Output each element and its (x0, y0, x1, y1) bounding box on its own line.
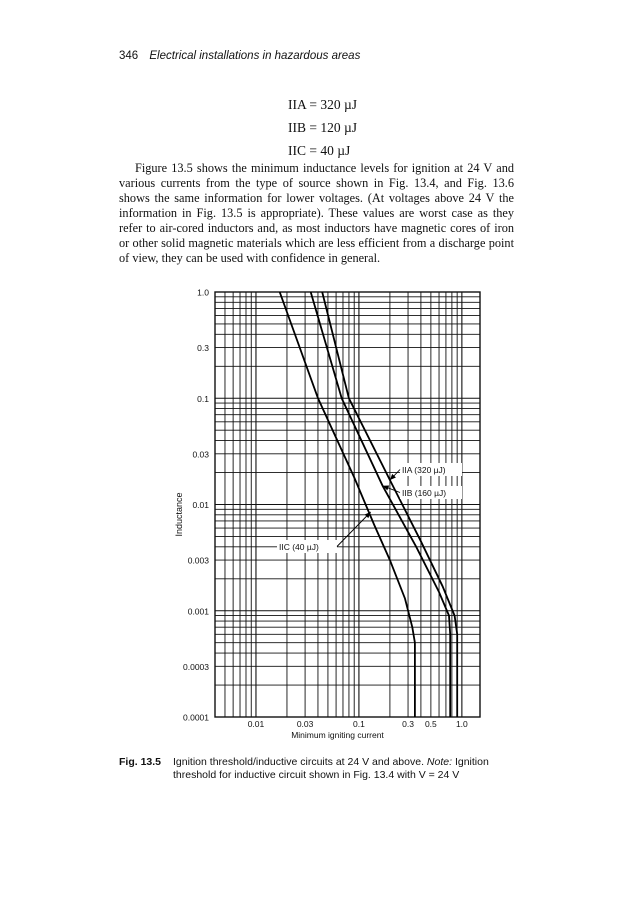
annotation-iic-label: IIC (40 µJ) (279, 542, 319, 552)
annotation-iia-label: IIA (320 µJ) (402, 465, 446, 475)
y-tick-label: 1.0 (197, 287, 209, 298)
y-tick-label: 0.01 (192, 500, 209, 510)
x-tick-label: 0.3 (402, 719, 414, 729)
y-tick-label: 0.1 (197, 393, 209, 404)
ignition-chart (160, 282, 505, 748)
figure-caption: Fig. 13.5 Ignition threshold/inductive circuits at 24 V and above. Note: Ignition threshold for inductive circuit shown in Fig. 13.4 with V = 24 V (119, 756, 489, 781)
y-tick-label: 0.3 (197, 343, 209, 354)
x-tick-label: 0.5 (424, 719, 437, 729)
annotation-iib-label: IIB (160 µJ) (402, 488, 447, 498)
x-tick-label: 0.01 (247, 719, 265, 729)
x-tick-label: 1.0 (455, 719, 468, 729)
caption-label: Fig. 13.5 (119, 756, 162, 768)
equation-iic: IIC = 40 µJ (288, 143, 351, 158)
y-tick-label: 0.0003 (183, 661, 209, 672)
body-paragraph: Figure 13.5 shows the minimum inductance levels for ignition at 24 V and various currents from the type of source shown in Fig. 13.4, and Fig. 13.6 shows the same information for lower voltages. (At voltages above 24 V the information in Fig. 13.5 is appropriate). These values are worst case as they refer to air-cored inductors and, as most inductors have magnetic cores of iron or other solid magnetic materials which are less efficient from a discharge point of view, they can be used with confidence in general. (119, 161, 514, 265)
y-tick-label: 0.03 (192, 449, 209, 460)
y-tick-label: 0.003 (187, 555, 209, 566)
y-axis-label: Inductance (174, 492, 184, 537)
page-header (119, 50, 360, 62)
equation-iia: IIA = 320 µJ (288, 97, 358, 112)
running-title: Electrical installations in hazardous areas (149, 50, 361, 62)
x-tick-label: 0.03 (296, 719, 314, 729)
equation-iib: IIB = 120 µJ (288, 120, 358, 135)
x-tick-label: 0.1 (353, 719, 365, 729)
x-axis-label: Minimum igniting current (291, 730, 384, 740)
y-tick-label: 0.001 (187, 606, 209, 617)
y-tick-label: 0.0001 (183, 712, 209, 723)
page-number: 346 (119, 50, 139, 62)
